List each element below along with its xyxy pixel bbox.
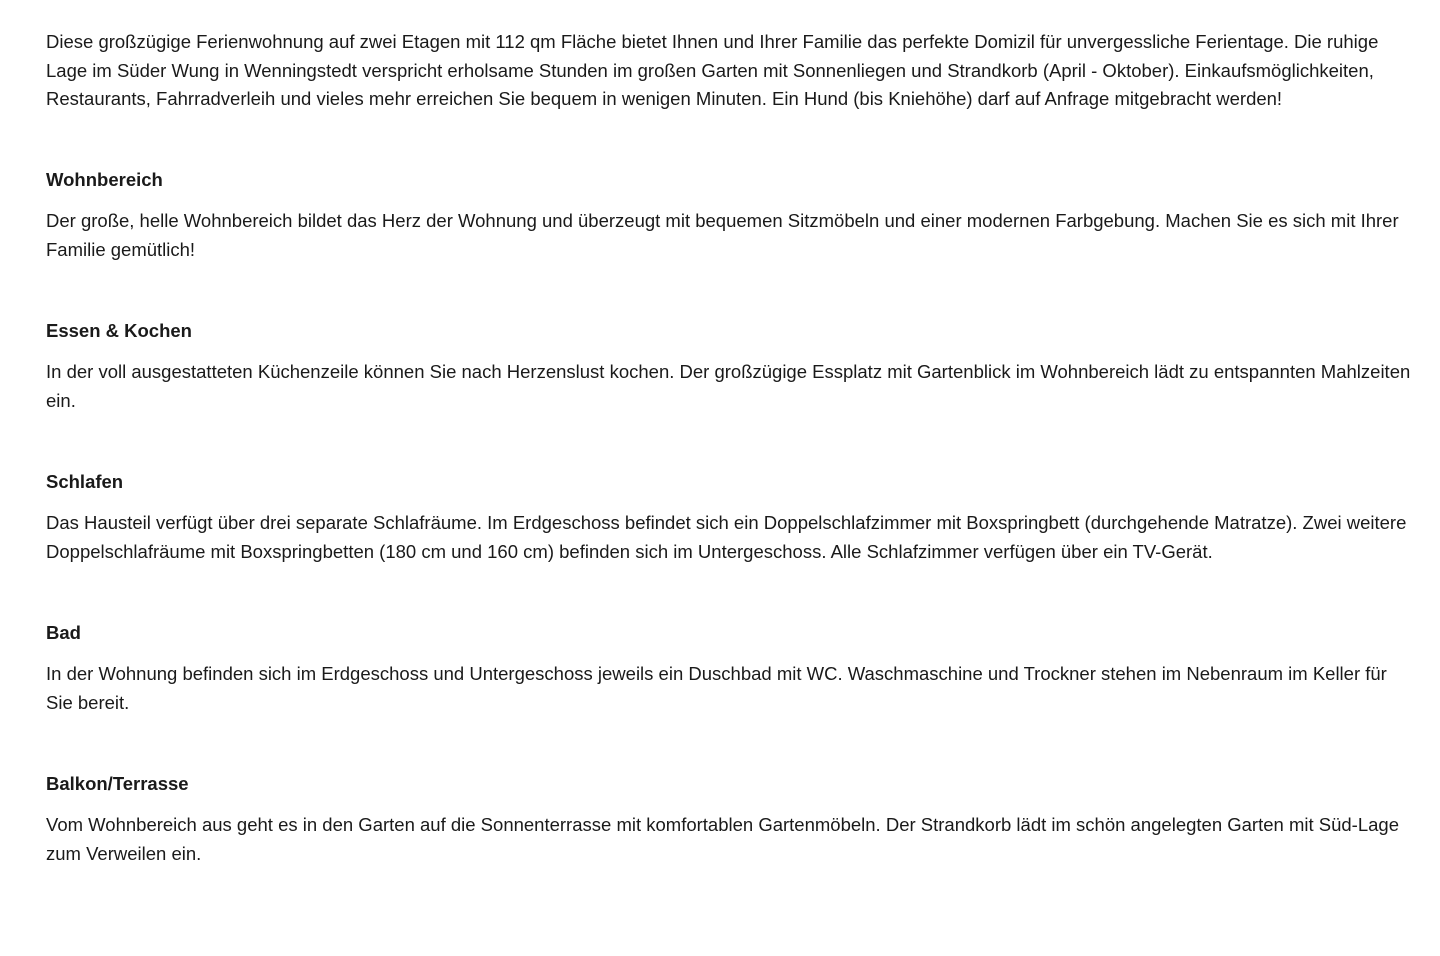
section-essen-kochen bbox=[46, 317, 1418, 416]
section-title: Schlafen bbox=[46, 470, 124, 492]
section-text: Das Hausteil verfügt über drei separate Schlafräume. Im Erdgeschoss befindet sich ein Doppelschlafzimmer mit Boxspringbett (durchgehende Matratze). Zwei weitere Doppelschlafräume mit Boxspringbetten (180 cm und 160 cm) befinden sich im Untergeschoss. Alle Schlafzimmer verfügen über ein TV-Gerät. bbox=[46, 511, 1407, 562]
section-text: In der voll ausgestatteten Küchenzeile können Sie nach Herzenslust kochen. Der großzügige Essplatz mit Gartenblick im Wohnbereich lädt zu entspannten Mahlzeiten ein. bbox=[46, 360, 1411, 411]
section-bad bbox=[46, 619, 1418, 718]
intro-paragraph: Diese großzügige Ferienwohnung auf zwei Etagen mit 112 qm Fläche bietet Ihnen und Ihrer Familie das perfekte Domizil für unvergessliche Ferientage. Die ruhige Lage im Süder Wung in Wenningstedt verspricht erholsame Stunden im großen Garten mit Sonnenliegen und Strandkorb (April - Oktober). Einkaufsmöglichkeiten, Restaurants, Fahrradverleih und vieles mehr erreichen Sie bequem in wenigen Minuten. Ein Hund (bis Kniehöhe) darf auf Anfrage mitgebracht werden! bbox=[46, 31, 1379, 109]
section-title: Essen & Kochen bbox=[46, 319, 192, 341]
section-text: Der große, helle Wohnbereich bildet das Herz der Wohnung und überzeugt mit bequemen Sitzmöbeln und einer modernen Farbgebung. Machen Sie es sich mit Ihrer Familie gemütlich! bbox=[46, 209, 1399, 260]
apartment-description bbox=[46, 28, 1418, 869]
section-title: Wohnbereich bbox=[46, 168, 163, 190]
section-title: Bad bbox=[46, 621, 81, 643]
section-text: In der Wohnung befinden sich im Erdgeschoss und Untergeschoss jeweils ein Duschbad mit WC. Waschmaschine und Trockner stehen im Nebenraum im Keller für Sie bereit. bbox=[46, 662, 1387, 713]
section-schlafen bbox=[46, 468, 1418, 567]
section-title: Balkon/Terrasse bbox=[46, 772, 189, 794]
section-balkon-terrasse bbox=[46, 770, 1418, 869]
section-text: Vom Wohnbereich aus geht es in den Garten auf die Sonnenterrasse mit komfortablen Gartenmöbeln. Der Strandkorb lädt im schön angelegten Garten mit Süd-Lage zum Verweilen ein. bbox=[46, 813, 1399, 864]
section-wohnbereich bbox=[46, 166, 1418, 265]
